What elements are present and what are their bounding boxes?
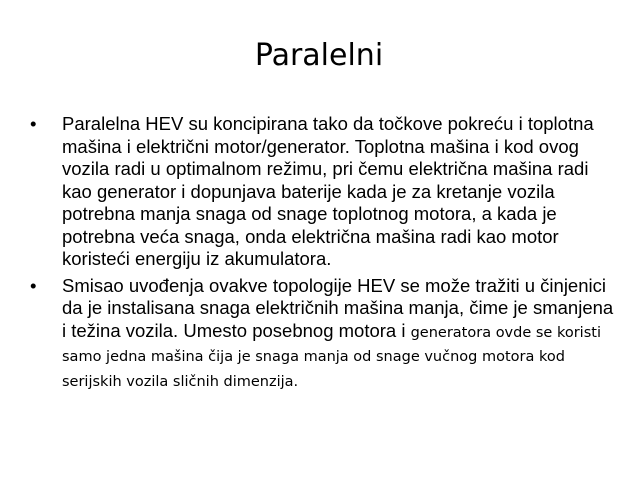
bullet-marker-1: • bbox=[30, 113, 37, 134]
slide-title: Paralelni bbox=[254, 38, 384, 73]
bullet-text-1: Paralelna HEV su koncipirana tako da točkove pokreću i toplotna mašina i električni motor/generator. Toplotna mašina i kod ovog vozila radi u optimalnom režimu, pri čemu električna mašina radi kao generator i dopunjava baterije kada je za kretanje vozila potrebna manja snaga od snage toplotnog motora, a kada je potrebna veća snaga, onda električna mašina radi kao motor koristeći energiju iz akumulatora. bbox=[62, 113, 594, 269]
bullet-marker-2: • bbox=[30, 274, 37, 296]
bullet-text-2-continuation: generatora ovde se koristi samo jedna mašina čija je snaga manja od snage vučnog motora kod serijskih vozila sličnih dimenzija. bbox=[62, 324, 601, 390]
bullet-item-1 bbox=[30, 113, 620, 271]
bullet-text-2: Smisao uvođenja ovakve topologije HEV se može tražiti u činjenici da je instalisana snaga električnih mašina manja, čime je smanjena i težina vozila. Umesto posebnog motora i bbox=[62, 274, 614, 341]
bullet-item-2 bbox=[30, 275, 620, 394]
bullet-list bbox=[30, 113, 620, 397]
